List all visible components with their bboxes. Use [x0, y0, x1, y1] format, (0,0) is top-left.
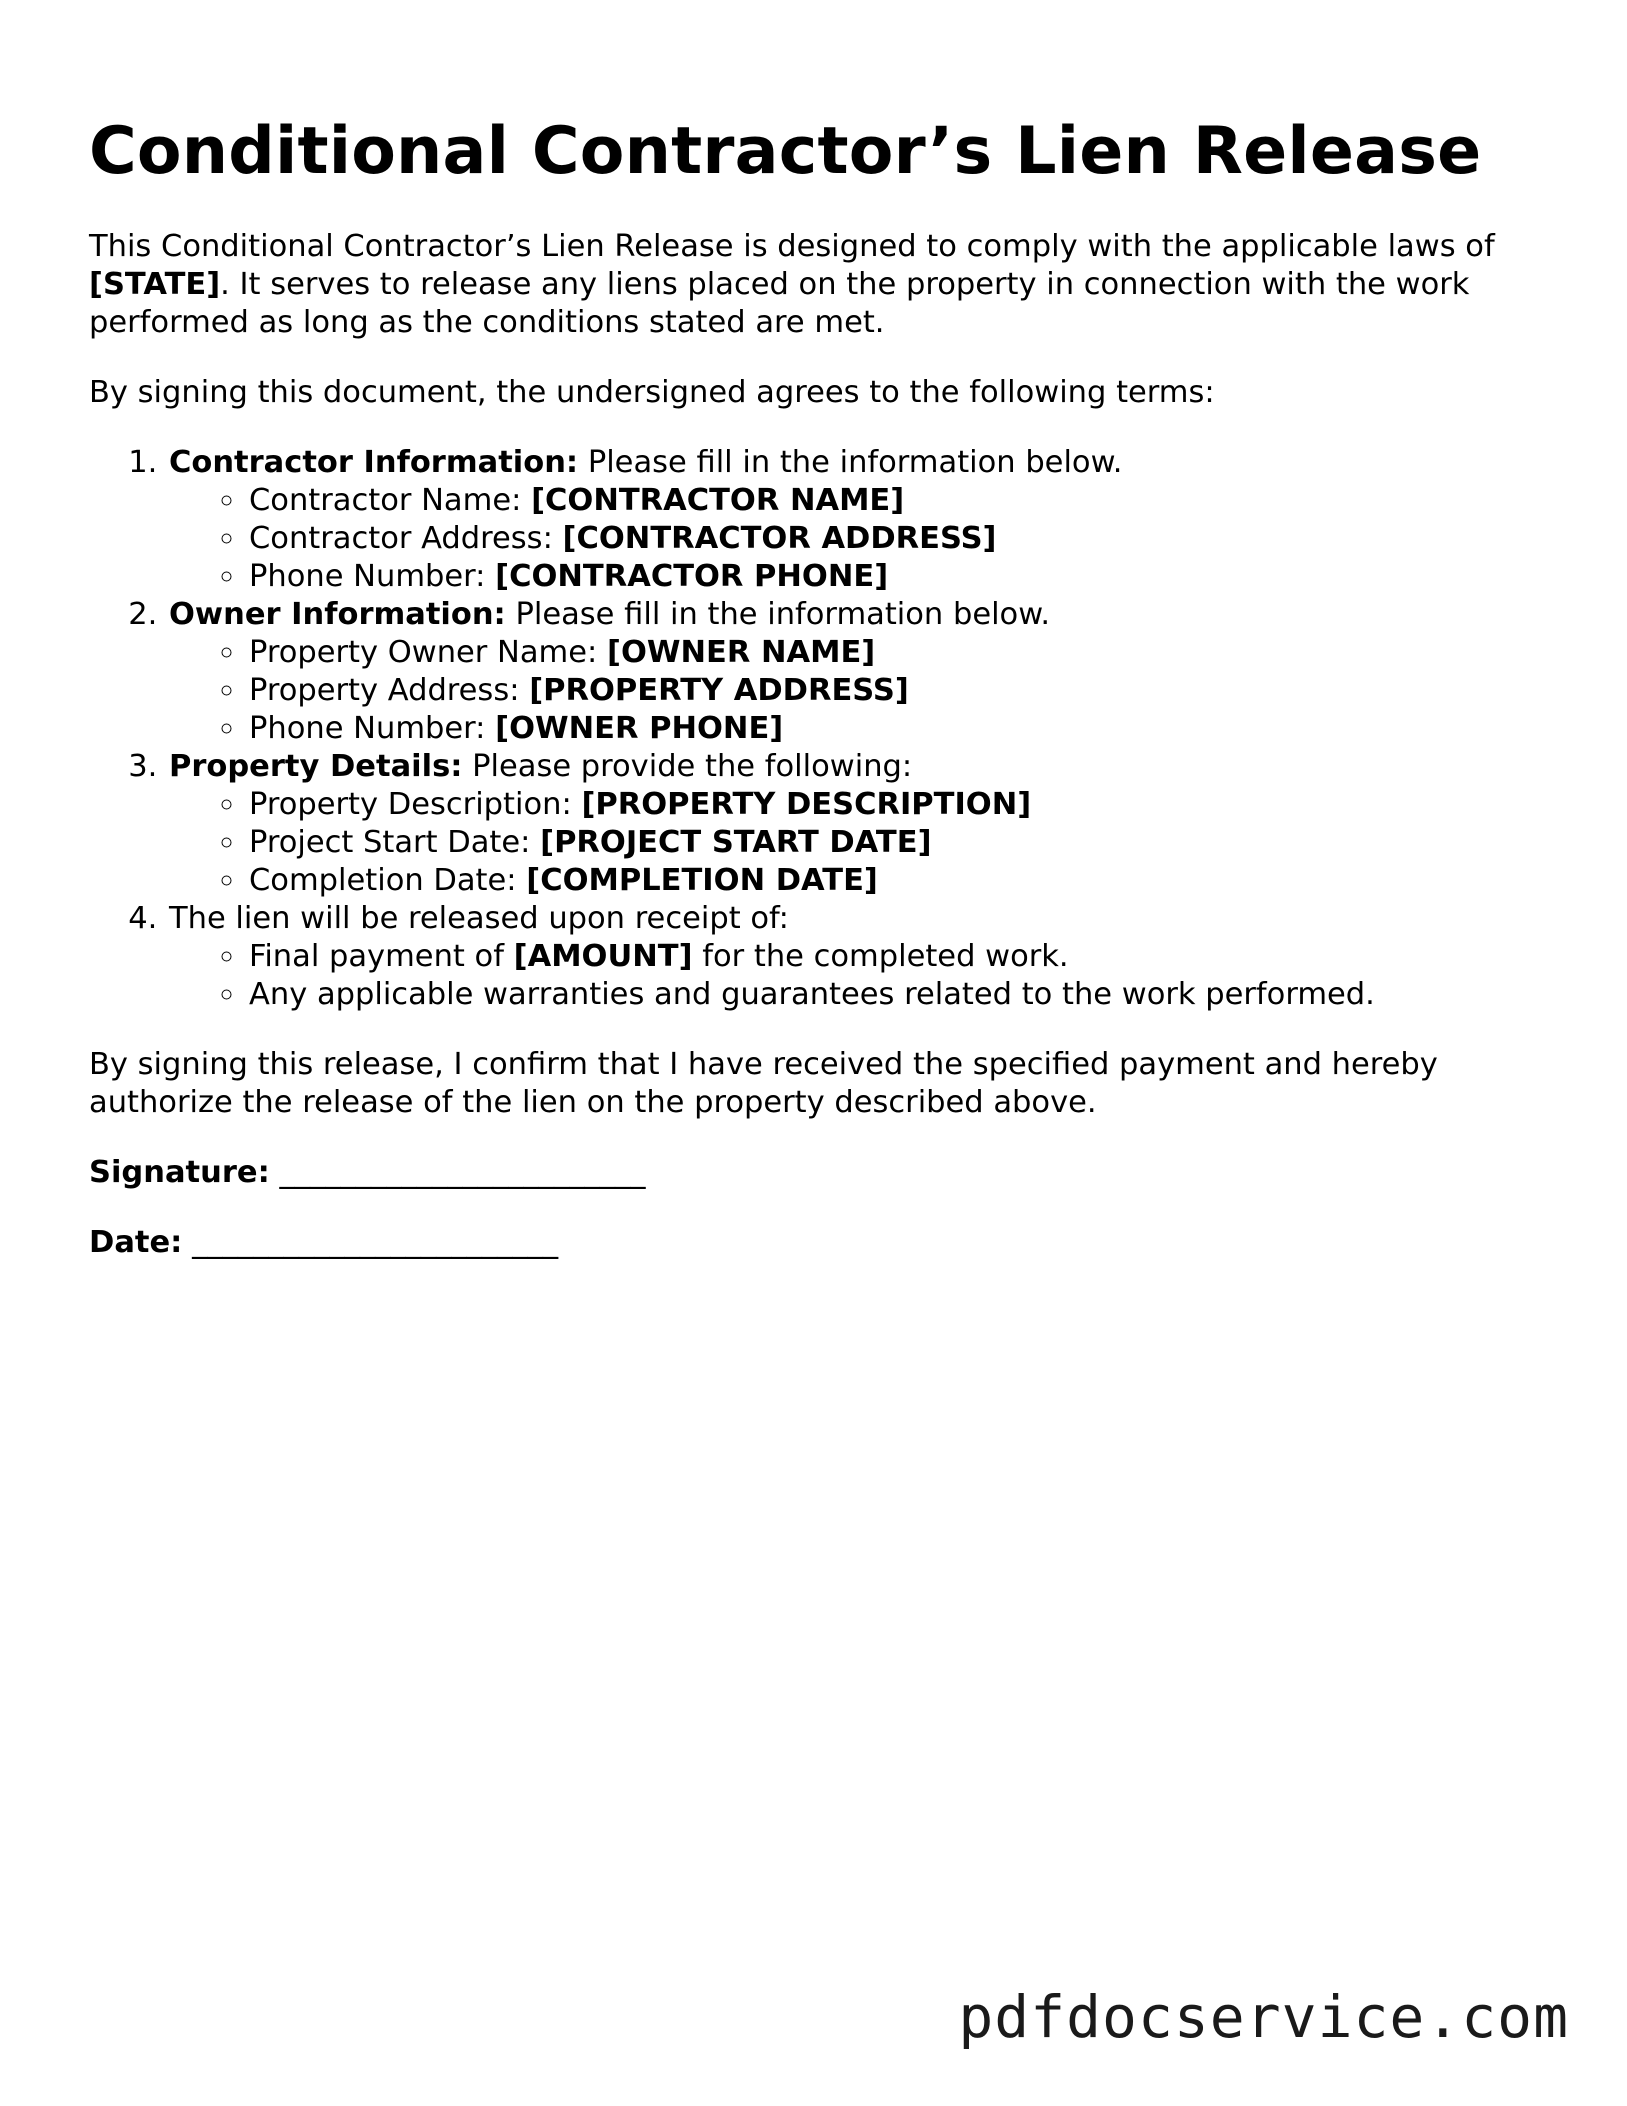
field-label: Contractor Name: [249, 483, 532, 518]
field-label: Contractor Address: [249, 521, 563, 556]
payment-text: Final payment of [249, 939, 514, 974]
warranties-text: Any applicable warranties and guarantees related to the work performed. [249, 977, 1375, 1012]
state-placeholder: [STATE] [89, 267, 221, 302]
field-label: Project Start Date: [249, 825, 541, 860]
intro-paragraph [89, 228, 1549, 342]
document-title: Conditional Contractor’s Lien Release [89, 114, 1482, 189]
intro-text-2: . It serves to release any liens placed on the property in connection with the work performed as long as the conditions stated are met. [89, 267, 1470, 340]
release-conditions [169, 938, 1549, 1014]
owner-fields [169, 634, 1549, 748]
property-fields [169, 786, 1549, 900]
field-placeholder: [CONTRACTOR NAME] [531, 483, 905, 518]
field-placeholder: [OWNER PHONE] [495, 711, 784, 746]
term-text: Please fill in the information below. [578, 445, 1123, 480]
field-label: Property Owner Name: [249, 635, 607, 670]
document-body [89, 228, 1549, 1262]
list-item [247, 786, 1549, 824]
list-item [247, 710, 1549, 748]
date-blank: ________________________ [192, 1225, 559, 1260]
field-placeholder: [PROPERTY DESCRIPTION] [581, 787, 1032, 822]
document-page [89, 112, 1549, 1262]
list-item [247, 938, 1549, 976]
term-property-details [167, 748, 1549, 900]
term-contractor-information [167, 444, 1549, 596]
field-label: Property Description: [249, 787, 582, 822]
list-item [247, 672, 1549, 710]
term-release-conditions [167, 900, 1549, 1014]
field-placeholder: [PROPERTY ADDRESS] [529, 673, 909, 708]
term-owner-information [167, 596, 1549, 748]
term-text: Please provide the following: [462, 749, 913, 784]
term-heading: Contractor Information: [169, 445, 579, 480]
signature-line [89, 1154, 1549, 1192]
date-label: Date: [89, 1225, 183, 1260]
field-label: Completion Date: [249, 863, 527, 898]
footer-watermark: pdfdocservice.com [958, 1983, 1569, 2051]
signature-blank: ________________________ [279, 1155, 646, 1190]
list-item [247, 634, 1549, 672]
agree-paragraph: By signing this document, the undersigned agrees to the following terms: [89, 375, 1215, 410]
list-item [247, 862, 1549, 900]
contractor-fields [169, 482, 1549, 596]
field-placeholder: [PROJECT START DATE] [540, 825, 932, 860]
field-placeholder: [CONTRACTOR ADDRESS] [562, 521, 997, 556]
amount-placeholder: [AMOUNT] [513, 939, 693, 974]
field-label: Phone Number: [249, 559, 496, 594]
intro-text-1: This Conditional Contractor’s Lien Release is designed to comply with the applicable laws of [89, 229, 1495, 264]
confirm-paragraph: By signing this release, I confirm that I have received the specified payment and hereby authorize the release of the lien on the property described above. [89, 1047, 1438, 1120]
list-item [247, 976, 1549, 1014]
terms-list [89, 444, 1549, 1014]
payment-text: for the completed work. [692, 939, 1069, 974]
list-item [247, 558, 1549, 596]
term-heading: Property Details: [169, 749, 463, 784]
term-heading: Owner Information: [169, 597, 506, 632]
signature-label: Signature: [89, 1155, 270, 1190]
list-item [247, 482, 1549, 520]
date-line [89, 1224, 1549, 1262]
field-label: Phone Number: [249, 711, 496, 746]
list-item [247, 824, 1549, 862]
field-label: Property Address: [249, 673, 530, 708]
field-placeholder: [CONTRACTOR PHONE] [495, 559, 889, 594]
term-text: The lien will be released upon receipt of: [169, 901, 789, 936]
term-text: Please fill in the information below. [505, 597, 1051, 632]
field-placeholder: [COMPLETION DATE] [526, 863, 878, 898]
field-placeholder: [OWNER NAME] [607, 635, 876, 670]
list-item [247, 520, 1549, 558]
